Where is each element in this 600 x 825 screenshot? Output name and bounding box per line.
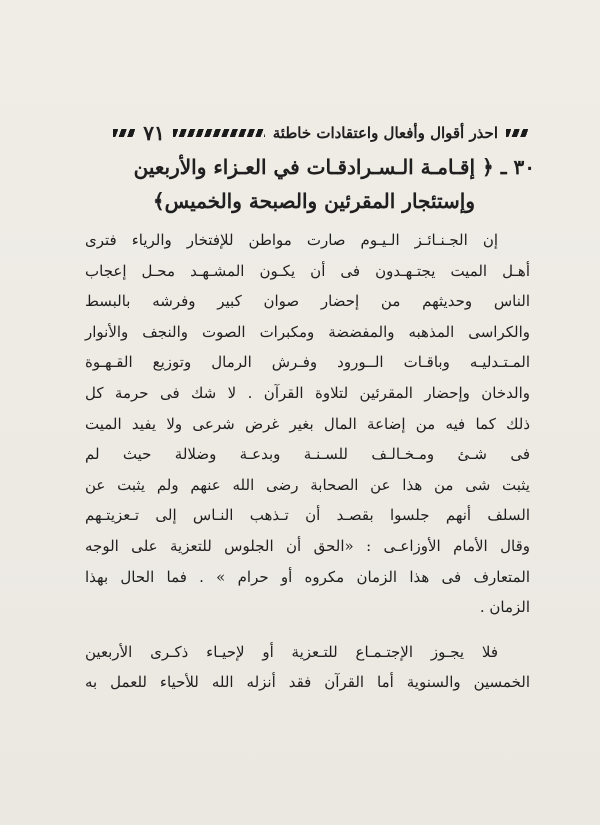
body-text [85, 225, 530, 698]
header-ornament-middle [173, 129, 265, 137]
page-header [100, 118, 528, 148]
text-line: وقال الأمام الأوزاعـى : «الحق أن الجلوس للتعزية على الوجه [85, 536, 530, 555]
text-line: ذلك كما فيه من إضاعة المال بغير غرض شرعى ولا يفيد الميت [85, 414, 530, 433]
text-line: الناس وحديثهم من إحضار صوان كبير وفرشه بالبسط [85, 292, 530, 311]
text-line: الخمسين والسنوية أما القرآن فقد أنزله الله للأحياء للعمل به [85, 673, 530, 692]
page-number: ٧١ [143, 121, 165, 145]
text-line: أهـل الميت يجتـهـدون فى أن يكـون المشـهـد محـل إعجاب [85, 261, 530, 280]
text-line: فلا يجـوز الإجتـمـاع للتـعزية أو لإحيـاء ذكـرى الأربعين [85, 642, 498, 661]
paragraph-1 [85, 225, 530, 623]
section-title-line-2: وإستئجار المقرئين والصبحة والخميس﴾ [152, 189, 475, 213]
text-line: يثبت شى من هذا عن الصحابة رضى الله عنهم ولم يثبت عن [85, 475, 530, 494]
text-line: الزمان . [479, 598, 530, 617]
running-title: احذر أقوال وأفعال واعتقادات خاطئة [272, 124, 498, 142]
section-title [80, 150, 535, 218]
paragraph-2 [85, 637, 530, 698]
text-line: السلف أنهم جلسوا بقصـد أن تـذهب النـاس إلى تـعزيتـهم [85, 506, 530, 525]
text-line: والكراسى المذهبه والمفضضة ومكبرات الصوت والنجف والأنوار [85, 322, 530, 341]
header-ornament-right [506, 129, 528, 137]
text-line: إن الجـنـائـز الـيـوم صارت مواطن للإفتخار والرياء فترى [85, 231, 498, 249]
text-line: والدخان وإحضار المقرئين لتلاوة القرآن . لا شك فى حرمة كل [85, 383, 530, 402]
section-title-line-1: ٣٠ ـ ﴿ إقـامـة الـسـرادقـات في العـزاء والأربعين [133, 155, 535, 179]
text-line: المـتـدليـه وباقـات الــورود وفـرش الرمال وتوزيع القـهـوة [85, 353, 530, 372]
text-line: فى شـئ ومـخـالـف للسـنـة وبدعـة وضلالة حيث لم [85, 445, 530, 464]
text-line: المتعارف فى هذا الزمان مكروه أو حرام » . فما الحال بهذا [85, 567, 530, 586]
header-ornament-left [113, 129, 135, 137]
